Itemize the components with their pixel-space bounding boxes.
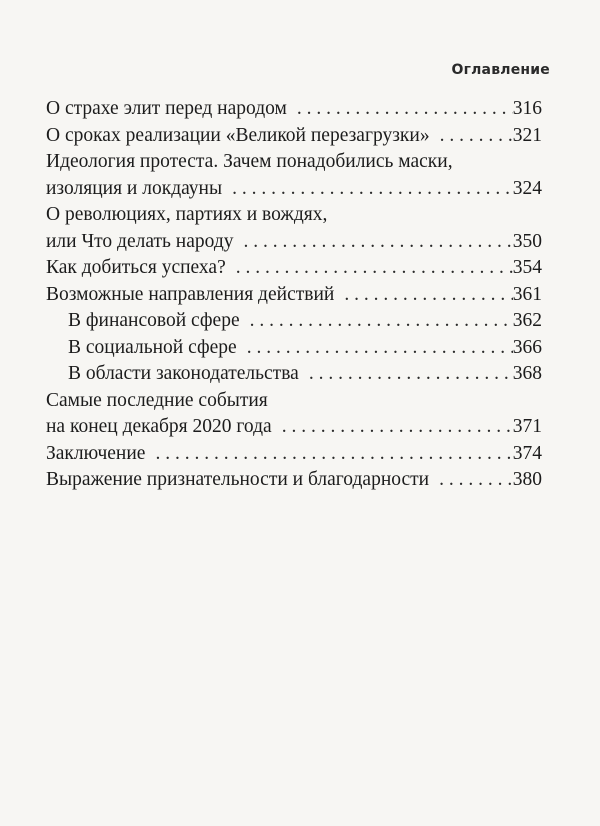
toc-subentry [46, 335, 542, 362]
toc-entry-title: Выражение признательности и благодарности [46, 469, 430, 490]
toc-page-number: 324 [512, 177, 542, 199]
toc-entry-title: Заключение [46, 442, 146, 464]
running-head: Оглавление [451, 62, 550, 78]
dot-leader [429, 467, 513, 494]
toc-page-number: 362 [512, 310, 542, 331]
toc-page-number: 366 [512, 336, 542, 358]
toc-page-number: 380 [512, 469, 542, 490]
toc-entry [46, 467, 542, 494]
toc-page-number: 368 [512, 363, 542, 384]
dot-leader [430, 123, 513, 150]
dot-leader [334, 282, 512, 309]
table-of-contents [46, 96, 542, 494]
toc-entry [46, 202, 542, 255]
toc-page-number: 354 [512, 257, 542, 278]
dot-leader [237, 335, 513, 362]
toc-entry-title-line: изоляция и локдауны [46, 177, 223, 199]
toc-entry [46, 282, 542, 309]
toc-entry-title: В области законодательства [68, 363, 299, 384]
toc-entry-title: О страхе элит перед народом [46, 98, 287, 119]
toc-page-number: 371 [512, 416, 542, 437]
toc-entry [46, 441, 542, 468]
dot-leader [222, 176, 513, 203]
dot-leader [234, 229, 513, 256]
toc-entry-title: В финансовой сфере [68, 310, 240, 331]
dot-leader [226, 255, 513, 282]
toc-page-number: 361 [512, 283, 542, 305]
toc-entry-title-line: Самые последние события [46, 389, 268, 411]
dot-leader [240, 308, 513, 335]
toc-entry-title-line: Идеология протеста. Зачем понадобились маски, [46, 151, 453, 172]
toc-entry-title-line: на конец декабря 2020 года [46, 416, 272, 437]
toc-subentry [46, 361, 542, 388]
dot-leader [287, 96, 513, 123]
toc-page-number: 374 [512, 442, 542, 464]
toc-entry [46, 388, 542, 441]
dot-leader [299, 361, 513, 388]
toc-entry-title-line: О революциях, партиях и вождях, [46, 204, 328, 225]
toc-entry [46, 255, 542, 282]
toc-entry [46, 96, 542, 123]
toc-entry-title: В социальной сфере [68, 336, 237, 358]
toc-entry-title-line: или Что делать народу [46, 230, 234, 252]
toc-page-number: 316 [512, 98, 542, 119]
toc-page-number: 350 [512, 230, 542, 252]
toc-entry-title: Как добиться успеха? [46, 257, 226, 278]
toc-page-number: 321 [512, 124, 542, 146]
toc-subentry [46, 308, 542, 335]
toc-entry [46, 123, 542, 150]
toc-entry-title: Возможные направления действий [46, 283, 335, 305]
dot-leader [145, 441, 512, 468]
dot-leader [272, 414, 513, 441]
toc-entry [46, 149, 542, 202]
toc-entry-title: О сроках реализации «Великой перезагрузки» [46, 124, 430, 146]
